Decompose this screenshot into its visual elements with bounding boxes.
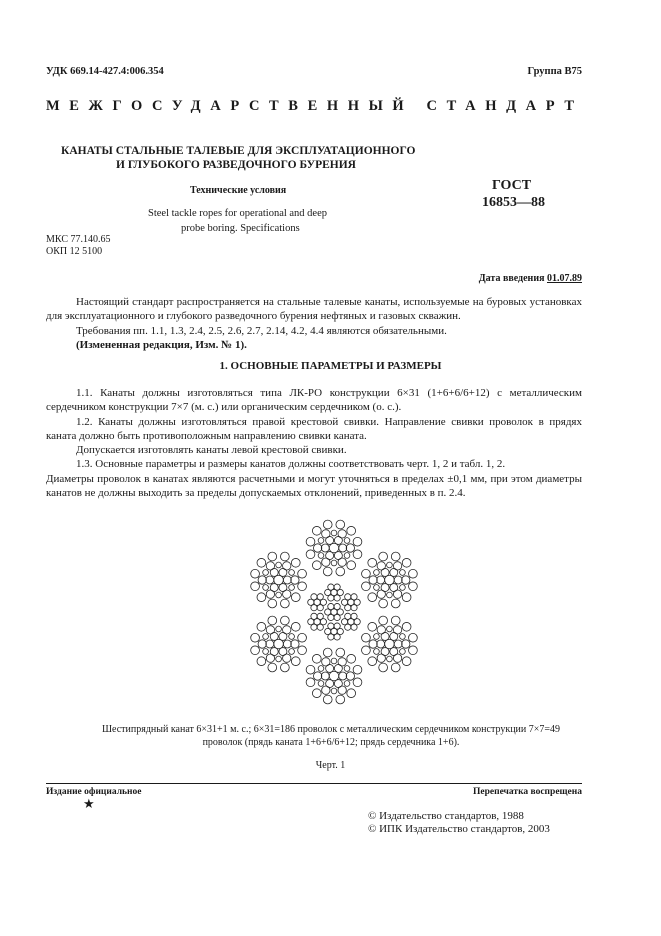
strand-inner-wire: [283, 576, 291, 584]
strand-outer-wire: [306, 678, 315, 687]
strand-filler-wire: [276, 592, 282, 598]
strand-outer-wire: [379, 616, 388, 625]
strand-outer-wire: [268, 552, 277, 561]
strand-outer-wire: [312, 561, 321, 570]
copyright-block: [368, 810, 550, 836]
strand-outer-wire: [323, 567, 332, 576]
strand-outer-wire: [347, 689, 356, 698]
strand-outer-wire: [281, 663, 290, 672]
strand-outer-wire: [312, 654, 321, 663]
core-wire: [328, 584, 334, 590]
core-wire: [311, 613, 317, 619]
intro-paragraph-1: Настоящий стандарт распространяется на стальные талевые канаты, используемые на буровых установках для эксплуатационного и глубокого разведочного бурения нефтяных и газовых скважин.: [46, 296, 582, 323]
intro-date: [479, 273, 582, 284]
strand-outer-wire: [347, 654, 356, 663]
figure-caption: [46, 723, 616, 749]
strand-outer-wire: [409, 646, 418, 655]
core-wire: [311, 594, 317, 600]
intro-date-value: 01.07.89: [547, 273, 582, 284]
strand-outer-wire: [391, 552, 400, 561]
core-wire: [334, 603, 340, 609]
star-icon: ★: [83, 796, 95, 811]
strand-filler-wire: [263, 570, 269, 576]
strand-outer-wire: [268, 616, 277, 625]
strand-outer-wire: [353, 537, 362, 546]
core-wire: [351, 594, 357, 600]
strand-outer-wire: [402, 593, 411, 602]
strand-filler-wire: [318, 666, 324, 672]
core-wire: [334, 614, 340, 620]
strand-middle-wire: [322, 658, 330, 666]
strand-middle-wire: [393, 654, 401, 662]
intro-paragraph-2: Требования пп. 1.1, 1.3, 2.4, 2.5, 2.6, 2.7, 2.14, 4.2, 4.4 являются обязательными.: [76, 324, 447, 337]
rope-wires: [251, 520, 418, 704]
title-line-2: И ГЛУБОКОГО РАЗВЕДОЧНОГО БУРЕНИЯ: [116, 159, 356, 171]
strand-outer-wire: [379, 552, 388, 561]
strand-middle-wire: [346, 672, 354, 680]
strand-outer-wire: [312, 689, 321, 698]
strand-middle-wire: [258, 576, 266, 584]
strand-middle-wire: [283, 562, 291, 570]
clause-1-1: 1.1. Канаты должны изготовляться типа ЛК-РО конструкции 6×31 (1+6+6/6+12) с металлическим сердечником конструкции 7×7 (м. с.) или органическим сердечником (о. с.).: [46, 387, 582, 414]
intro-paragraphs: [46, 295, 582, 352]
strand-outer-wire: [402, 622, 411, 631]
core-wire: [317, 605, 323, 611]
strand-outer-wire: [251, 582, 260, 591]
core-wire: [328, 623, 334, 629]
strand-filler-wire: [289, 570, 295, 576]
strand-inner-wire: [339, 672, 347, 680]
strand-outer-wire: [257, 657, 266, 666]
udk-code: УДК 669.14-427.4:006.354: [46, 66, 164, 77]
english-title: [148, 207, 327, 236]
strand-middle-wire: [322, 530, 330, 538]
strand-filler-wire: [387, 562, 393, 568]
strand-outer-wire: [391, 663, 400, 672]
strand-inner-wire: [377, 640, 385, 648]
strand-outer-wire: [298, 569, 307, 578]
strand-filler-wire: [344, 538, 350, 544]
strand-outer-wire: [257, 558, 266, 567]
core-wire: [317, 624, 323, 630]
clause-1-3-note: Диаметры проволок в канатах являются расчетными и могут уточняться в пределах ±0,1 мм, при этом диаметры канатов не должны выходить за пределы допускаемых отклонений, приведенных в п. 2.4.: [46, 472, 582, 500]
strand-middle-wire: [338, 558, 346, 566]
strand-inner-wire: [266, 640, 274, 648]
strand-filler-wire: [318, 681, 324, 687]
core-wire: [351, 613, 357, 619]
mks-code: МКС 77.140.65: [46, 234, 111, 245]
copyright-1988: © Издательство стандартов, 1988: [368, 810, 524, 822]
strand-outer-wire: [409, 569, 418, 578]
strand-outer-wire: [291, 593, 300, 602]
strand-filler-wire: [387, 592, 393, 598]
classification-codes: [46, 234, 110, 258]
clause-1-2: 1.2. Канаты должны изготовляться правой крестовой свивки. Направление свивки проволок в прядях каната должно быть противоположным направлению свивки каната.: [46, 415, 582, 442]
strand-middle-wire: [266, 562, 274, 570]
gost-label: ГОСТ: [492, 178, 532, 193]
strand-inner-wire: [321, 672, 329, 680]
strand-inner-wire: [394, 640, 402, 648]
strand-outer-wire: [298, 633, 307, 642]
strand-filler-wire: [387, 626, 393, 632]
strand-filler-wire: [374, 649, 380, 655]
clause-1-3: 1.3. Основные параметры и размеры канатов должны соответствовать черт. 1, 2 и табл. 1, 2.: [76, 458, 506, 471]
strand-middle-wire: [322, 686, 330, 694]
strand-outer-wire: [347, 561, 356, 570]
strand-filler-wire: [400, 585, 406, 591]
strand-outer-wire: [391, 616, 400, 625]
strand-outer-wire: [336, 648, 345, 657]
strand-inner-wire: [394, 576, 402, 584]
strand-outer-wire: [336, 695, 345, 704]
strand-middle-wire: [266, 626, 274, 634]
strand-outer-wire: [281, 599, 290, 608]
official-edition: Издание официальное: [46, 787, 142, 797]
strand-outer-wire: [368, 657, 377, 666]
strand-inner-wire: [339, 544, 347, 552]
strand-middle-wire: [393, 626, 401, 634]
strand-outer-wire: [298, 582, 307, 591]
reprint-notice: Перепечатка воспрещена: [472, 787, 582, 797]
strand-filler-wire: [289, 649, 295, 655]
strand-middle-wire: [313, 544, 321, 552]
clause-1-2-note: Допускается изготовлять канаты левой крестовой свивки.: [76, 444, 347, 457]
strand-outer-wire: [306, 665, 315, 674]
strand-outer-wire: [251, 646, 260, 655]
group-code: Группа В75: [527, 66, 582, 77]
strand-outer-wire: [353, 550, 362, 559]
strand-filler-wire: [276, 562, 282, 568]
intro-date-label: Дата введения: [478, 273, 545, 284]
title-line-1: КАНАТЫ СТАЛЬНЫЕ ТАЛЕВЫЕ ДЛЯ ЭКСПЛУАТАЦИОННОГО: [61, 145, 416, 157]
strand-filler-wire: [289, 634, 295, 640]
core-wire: [351, 605, 357, 611]
strand-filler-wire: [400, 649, 406, 655]
strand-filler-wire: [318, 538, 324, 544]
amendment-note: (Измененная редакция, Изм. № 1).: [76, 338, 247, 351]
strand-middle-wire: [283, 590, 291, 598]
strand-outer-wire: [368, 558, 377, 567]
strand-filler-wire: [374, 634, 380, 640]
strand-filler-wire: [400, 570, 406, 576]
strand-filler-wire: [289, 585, 295, 591]
strand-inner-wire: [266, 576, 274, 584]
strand-outer-wire: [323, 695, 332, 704]
strand-inner-wire: [321, 544, 329, 552]
gost-number: 16853—88: [482, 195, 545, 210]
strand-middle-wire: [338, 658, 346, 666]
strand-outer-wire: [353, 665, 362, 674]
strand-outer-wire: [409, 582, 418, 591]
core-wire: [334, 584, 340, 590]
strand-filler-wire: [318, 553, 324, 559]
core-wire: [334, 623, 340, 629]
strand-outer-wire: [336, 520, 345, 529]
strand-middle-wire: [369, 640, 377, 648]
strand-outer-wire: [281, 616, 290, 625]
strand-middle-wire: [402, 576, 410, 584]
okp-code: ОКП 12 5100: [46, 246, 103, 257]
strand-filler-wire: [276, 626, 282, 632]
strand-outer-wire: [251, 633, 260, 642]
strand-outer-wire: [353, 678, 362, 687]
strand-outer-wire: [268, 663, 277, 672]
strand-outer-wire: [362, 582, 371, 591]
section-heading: 1. ОСНОВНЫЕ ПАРАМЕТРЫ И РАЗМЕРЫ: [219, 360, 442, 372]
strand-filler-wire: [276, 656, 282, 662]
strand-middle-wire: [266, 654, 274, 662]
strand-outer-wire: [257, 622, 266, 631]
core-wire: [328, 603, 334, 609]
strand-outer-wire: [306, 550, 315, 559]
strand-middle-wire: [291, 576, 299, 584]
strand-filler-wire: [263, 585, 269, 591]
strand-outer-wire: [336, 567, 345, 576]
strand-filler-wire: [400, 634, 406, 640]
strand-inner-wire: [377, 576, 385, 584]
document-title: [61, 144, 415, 172]
strand-outer-wire: [323, 520, 332, 529]
strand-middle-wire: [322, 558, 330, 566]
figure-caption-line-2: проволок (прядь каната 1+6+6/6+12; прядь сердечника 1+6).: [202, 737, 460, 748]
strand-outer-wire: [312, 526, 321, 535]
strand-filler-wire: [331, 530, 337, 536]
strand-middle-wire: [283, 654, 291, 662]
document-subtitle: Технические условия: [190, 185, 287, 196]
strand-middle-wire: [393, 562, 401, 570]
strand-middle-wire: [291, 640, 299, 648]
strand-filler-wire: [344, 681, 350, 687]
strand-outer-wire: [379, 663, 388, 672]
strand-outer-wire: [257, 593, 266, 602]
strand-outer-wire: [298, 646, 307, 655]
strand-outer-wire: [291, 558, 300, 567]
section-paragraphs: [46, 386, 582, 500]
core-wire: [345, 613, 351, 619]
strand-outer-wire: [347, 526, 356, 535]
strand-outer-wire: [409, 633, 418, 642]
strand-middle-wire: [369, 576, 377, 584]
strand-outer-wire: [379, 599, 388, 608]
strand-outer-wire: [368, 622, 377, 631]
standard-banner: МЕЖГОСУДАРСТВЕННЫЙ СТАНДАРТ: [46, 98, 584, 114]
strand-outer-wire: [306, 537, 315, 546]
strand-outer-wire: [281, 552, 290, 561]
core-wire: [334, 634, 340, 640]
strand-filler-wire: [387, 656, 393, 662]
strand-filler-wire: [263, 634, 269, 640]
rope-cross-section-diagram: [228, 514, 440, 710]
strand-middle-wire: [258, 640, 266, 648]
strand-middle-wire: [377, 590, 385, 598]
english-title-line-2: probe boring. Specifications: [181, 222, 300, 234]
strand-outer-wire: [268, 599, 277, 608]
strand-filler-wire: [263, 649, 269, 655]
strand-filler-wire: [331, 560, 337, 566]
strand-middle-wire: [377, 626, 385, 634]
strand-middle-wire: [393, 590, 401, 598]
strand-outer-wire: [291, 622, 300, 631]
strand-outer-wire: [368, 593, 377, 602]
strand-filler-wire: [344, 666, 350, 672]
footer-divider: [46, 783, 582, 784]
strand-outer-wire: [362, 569, 371, 578]
copyright-2003: © ИПК Издательство стандартов, 2003: [368, 823, 550, 835]
strand-middle-wire: [377, 654, 385, 662]
strand-middle-wire: [266, 590, 274, 598]
strand-outer-wire: [391, 599, 400, 608]
strand-middle-wire: [283, 626, 291, 634]
core-wire: [345, 594, 351, 600]
strand-middle-wire: [346, 544, 354, 552]
strand-filler-wire: [331, 688, 337, 694]
core-wire: [351, 624, 357, 630]
strand-filler-wire: [344, 553, 350, 559]
figure-label: Черт. 1: [315, 760, 346, 771]
strand-outer-wire: [402, 657, 411, 666]
strand-outer-wire: [323, 648, 332, 657]
strand-outer-wire: [362, 633, 371, 642]
strand-middle-wire: [338, 530, 346, 538]
strand-middle-wire: [377, 562, 385, 570]
strand-outer-wire: [402, 558, 411, 567]
core-wire: [334, 595, 340, 601]
core-wire: [317, 594, 323, 600]
strand-filler-wire: [374, 570, 380, 576]
strand-outer-wire: [251, 569, 260, 578]
core-wire: [317, 613, 323, 619]
figure-caption-line-1: Шестипрядный канат 6×31+1 м. с.; 6×31=186 проволок с металлическим сердечником конструкции 7×7=49: [101, 724, 561, 735]
strand-filler-wire: [331, 658, 337, 664]
strand-middle-wire: [402, 640, 410, 648]
strand-inner-wire: [283, 640, 291, 648]
english-title-line-1: Steel tackle ropes for operational and deep: [148, 208, 328, 219]
strand-outer-wire: [291, 657, 300, 666]
strand-outer-wire: [362, 646, 371, 655]
strand-middle-wire: [338, 686, 346, 694]
strand-filler-wire: [374, 585, 380, 591]
strand-middle-wire: [313, 672, 321, 680]
gost-designation: [482, 177, 545, 211]
